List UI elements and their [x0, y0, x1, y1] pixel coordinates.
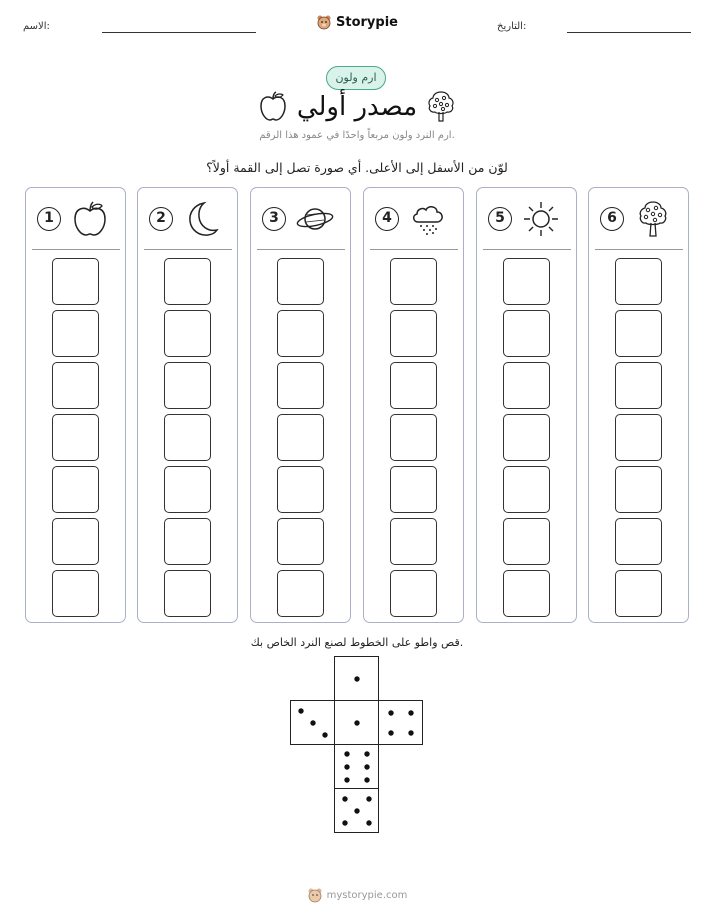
color-box[interactable] [503, 362, 550, 409]
color-box[interactable] [615, 310, 662, 357]
footer [0, 887, 714, 907]
color-box[interactable] [390, 518, 437, 565]
apple-icon [70, 200, 110, 238]
column-header [26, 200, 124, 240]
column-5 [476, 187, 577, 623]
color-box[interactable] [164, 414, 211, 461]
color-box[interactable] [390, 570, 437, 617]
color-box[interactable] [52, 570, 99, 617]
column-number: 2 [149, 207, 173, 231]
color-box[interactable] [52, 310, 99, 357]
color-box[interactable] [52, 258, 99, 305]
column-header [364, 200, 462, 240]
color-box[interactable] [277, 310, 324, 357]
column-divider [257, 249, 345, 250]
color-box[interactable] [277, 258, 324, 305]
color-box[interactable] [615, 570, 662, 617]
column-divider [483, 249, 571, 250]
color-box[interactable] [503, 570, 550, 617]
dice-face-1 [334, 700, 379, 745]
color-box[interactable] [277, 570, 324, 617]
color-box[interactable] [503, 414, 550, 461]
color-box[interactable] [615, 466, 662, 513]
column-number: 5 [488, 207, 512, 231]
date-label: التاريخ: [497, 21, 527, 32]
color-box[interactable] [277, 518, 324, 565]
name-label: الاسم: [23, 21, 50, 32]
activity-badge: ارم ولون [326, 66, 386, 90]
dice-face-3 [290, 700, 335, 745]
color-box[interactable] [164, 570, 211, 617]
tree-icon [425, 89, 457, 127]
column-6 [588, 187, 689, 623]
color-box[interactable] [277, 466, 324, 513]
column-number: 3 [262, 207, 286, 231]
dice-instruction: قص واطو على الخطوط لصنع النرد الخاص بك. [250, 636, 464, 649]
column-1 [25, 187, 126, 623]
color-box[interactable] [52, 518, 99, 565]
color-box[interactable] [164, 518, 211, 565]
column-divider [595, 249, 683, 250]
page-title: مصدر أولي [296, 92, 418, 122]
sun-icon [521, 200, 561, 238]
dice-face-1 [334, 656, 379, 701]
rain-cloud-icon [408, 200, 448, 238]
color-box[interactable] [390, 414, 437, 461]
column-header [477, 200, 575, 240]
color-box[interactable] [390, 310, 437, 357]
column-3 [250, 187, 351, 623]
dice-face-6 [334, 744, 379, 789]
brand-logo [0, 14, 714, 34]
dice-face-5 [334, 788, 379, 833]
bear-logo-icon [316, 14, 332, 30]
column-number: 1 [37, 207, 61, 231]
dice-face-4 [378, 700, 423, 745]
column-header [138, 200, 236, 240]
column-number: 6 [600, 207, 624, 231]
color-box[interactable] [390, 258, 437, 305]
color-box[interactable] [52, 466, 99, 513]
color-box[interactable] [615, 414, 662, 461]
brand-name: Storypie [336, 14, 398, 30]
color-box[interactable] [390, 466, 437, 513]
planet-icon [295, 200, 335, 238]
column-number: 4 [375, 207, 399, 231]
color-box[interactable] [390, 362, 437, 409]
column-header [251, 200, 349, 240]
color-box[interactable] [164, 258, 211, 305]
subtitle: ارم النرد ولون مربعاً واحدًا في عمود هذا الرقم. [259, 130, 455, 141]
column-divider [370, 249, 458, 250]
color-box[interactable] [503, 310, 550, 357]
bear-logo-icon [307, 887, 323, 903]
color-box[interactable] [52, 362, 99, 409]
color-box[interactable] [164, 310, 211, 357]
moon-icon [182, 200, 222, 238]
color-box[interactable] [164, 362, 211, 409]
color-box[interactable] [503, 258, 550, 305]
instruction-text: لوّن من الأسفل إلى الأعلى. أي صورة تصل إلى القمة أولاً؟ [206, 160, 508, 175]
tree-icon [633, 200, 673, 238]
column-4 [363, 187, 464, 623]
color-box[interactable] [277, 362, 324, 409]
color-box[interactable] [615, 362, 662, 409]
footer-url: mystorypie.com [326, 889, 408, 901]
color-box[interactable] [503, 466, 550, 513]
color-box[interactable] [164, 466, 211, 513]
column-header [589, 200, 687, 240]
color-box[interactable] [503, 518, 550, 565]
color-box[interactable] [52, 414, 99, 461]
column-2 [137, 187, 238, 623]
column-divider [144, 249, 232, 250]
color-box[interactable] [277, 414, 324, 461]
column-divider [32, 249, 120, 250]
color-box[interactable] [615, 518, 662, 565]
color-box[interactable] [615, 258, 662, 305]
